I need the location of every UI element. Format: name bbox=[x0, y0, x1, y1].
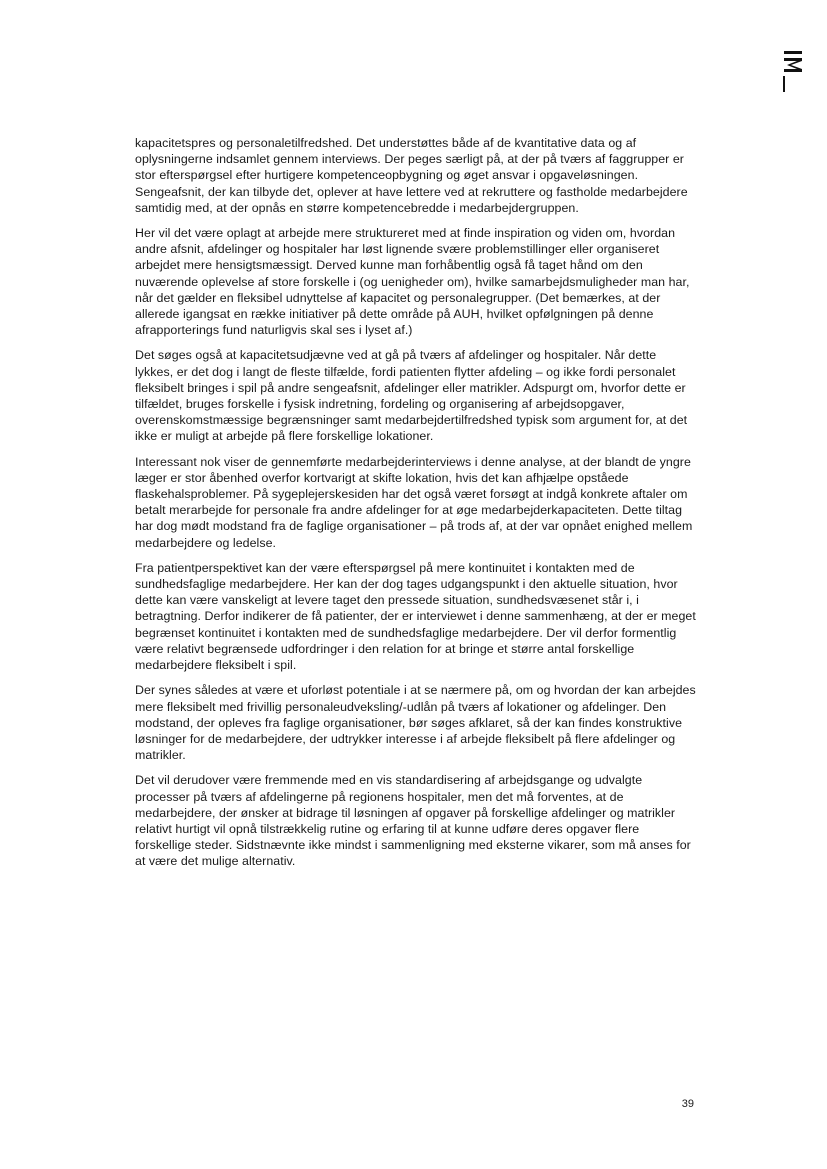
paragraph: Det vil derudover være fremmende med en vis standardisering af arbejdsgange og udvalgte processer på tværs af afdelingerne på regionens hospitaler, men det må forventes, at de medarbejdere, der ønsker at bidrage til løsningen af opgaver på forskellige afdelinger og matrikler relativt hurtigt vil opnå tilstrækkelig rutine og erfaring til at kunne udføre deres opgaver flere forskellige steder. Sidstnævnte ikke mindst i sammenligning med eksterne vikarer, som må anses for at være det mulige alternativ. bbox=[135, 773, 691, 869]
paragraph: Interessant nok viser de gennemførte medarbejderinterviews i denne analyse, at der blandt de yngre læger er stor åbenhed overfor kortvarigt at skifte lokation, hvis det kan afhjælpe opståede flaskehalsproblemer. På sygeplejerskesiden har det også været forsøgt at indgå konkrete aftaler om betalt merarbejde for personale fra andre afdelinger for at øge medarbejderkapaciteten. Dette tiltag har dog mødt modstand fra de faglige organisationer – på trods af, at der var opnået enighed mellem medarbejdere og ledelse. bbox=[135, 454, 693, 550]
paragraph: kapacitetspres og personaletilfredshed. Det understøttes både af de kvantitative data og af oplysningerne indsamlet gennem interviews. Der peges særligt på, at der på tværs af faggrupper er stor efterspørgsel efter hurtigere kompetenceopbygning og øget ansvar i opgaveløsningen. Sengeafsnit, der kan tilbyde det, oplever at have lettere ved at rekruttere og fastholde medarbejdere samtidig med, at der opnås en større kompetencebredde i medarbejdergruppen. bbox=[135, 136, 688, 215]
paragraph: Fra patientperspektivet kan der være efterspørgsel på mere kontinuitet i kontakten med de sundhedsfaglige medarbejdere. Her kan der dog tages udgangspunkt i den aktuelle situation, hvor dette kan være vanskeligt at levere taget den pressede situation, sundhedsvæsenet står i, i betragtning. Derfor indikerer de få patienter, der er interviewet i denne sammenhæng, at der er meget begrænset kontinuitet i kontakten med de sundhedsfaglige medarbejdere. Der vil derfor formentlig være relativt begrænsede udfordringer i den relation for at bringe et større antal forskellige medarbejdere fleksibelt i spil. bbox=[135, 560, 696, 673]
body-text bbox=[135, 135, 697, 879]
page-number: 39 bbox=[681, 1098, 694, 1110]
paragraph: Det søges også at kapacitetsudjævne ved at gå på tværs af afdelinger og hospitaler. Når dette lykkes, er det dog i langt de fleste tilfælde, fordi patienten flytter afdeling – og ikke fordi personalet fleksibelt bringes i spil på andre sengeafsnit, afdelinger eller matrikler. Adspurgt om, hvorfor dette er tilfældet, bruges forskelle i fysisk indretning, fordeling og organisering af arbejdsopgaver, overenskomstmæssige begrænsninger samt medarbejdertilfredshed typisk som argument for, at det ikke er muligt at arbejde på flere forskellige lokationer. bbox=[135, 348, 688, 444]
paragraph: Her vil det være oplagt at arbejde mere struktureret med at finde inspiration og viden om, hvordan andre afsnit, afdelinger og hospitaler har løst lignende svære problemstillinger eller organiseret arbejdet mere hensigtsmæssigt. Derved kunne man forhåbentlig også få taget hånd om den nuværende oplevelse af store forskelle i (og uenigheder om), hvilke samarbejdsmuligheder man har, når det gælder en fleksibel udnyttelse af kapacitet og personalegrupper. (Det bemærkes, at der allerede igangsat en række initiativer på dette område på AUH, hvilket opfølgningen på denne afrapporterings fund naturligvis skal ses i lyset af.) bbox=[135, 226, 690, 338]
brand-logo bbox=[780, 48, 806, 92]
paragraph: Der synes således at være et uforløst potentiale i at se nærmere på, om og hvordan der kan arbejdes mere fleksibelt med frivillig personaleudveksling/-udlån på tværs af lokationer og afdelinger. Den modstand, der opleves fra faglige organisationer, bør søges afklaret, så der kan findes konstruktive løsninger for de medarbejdere, der udtrykker interesse i af arbejde fleksibelt på flere afdelinger og matrikler. bbox=[135, 683, 696, 763]
